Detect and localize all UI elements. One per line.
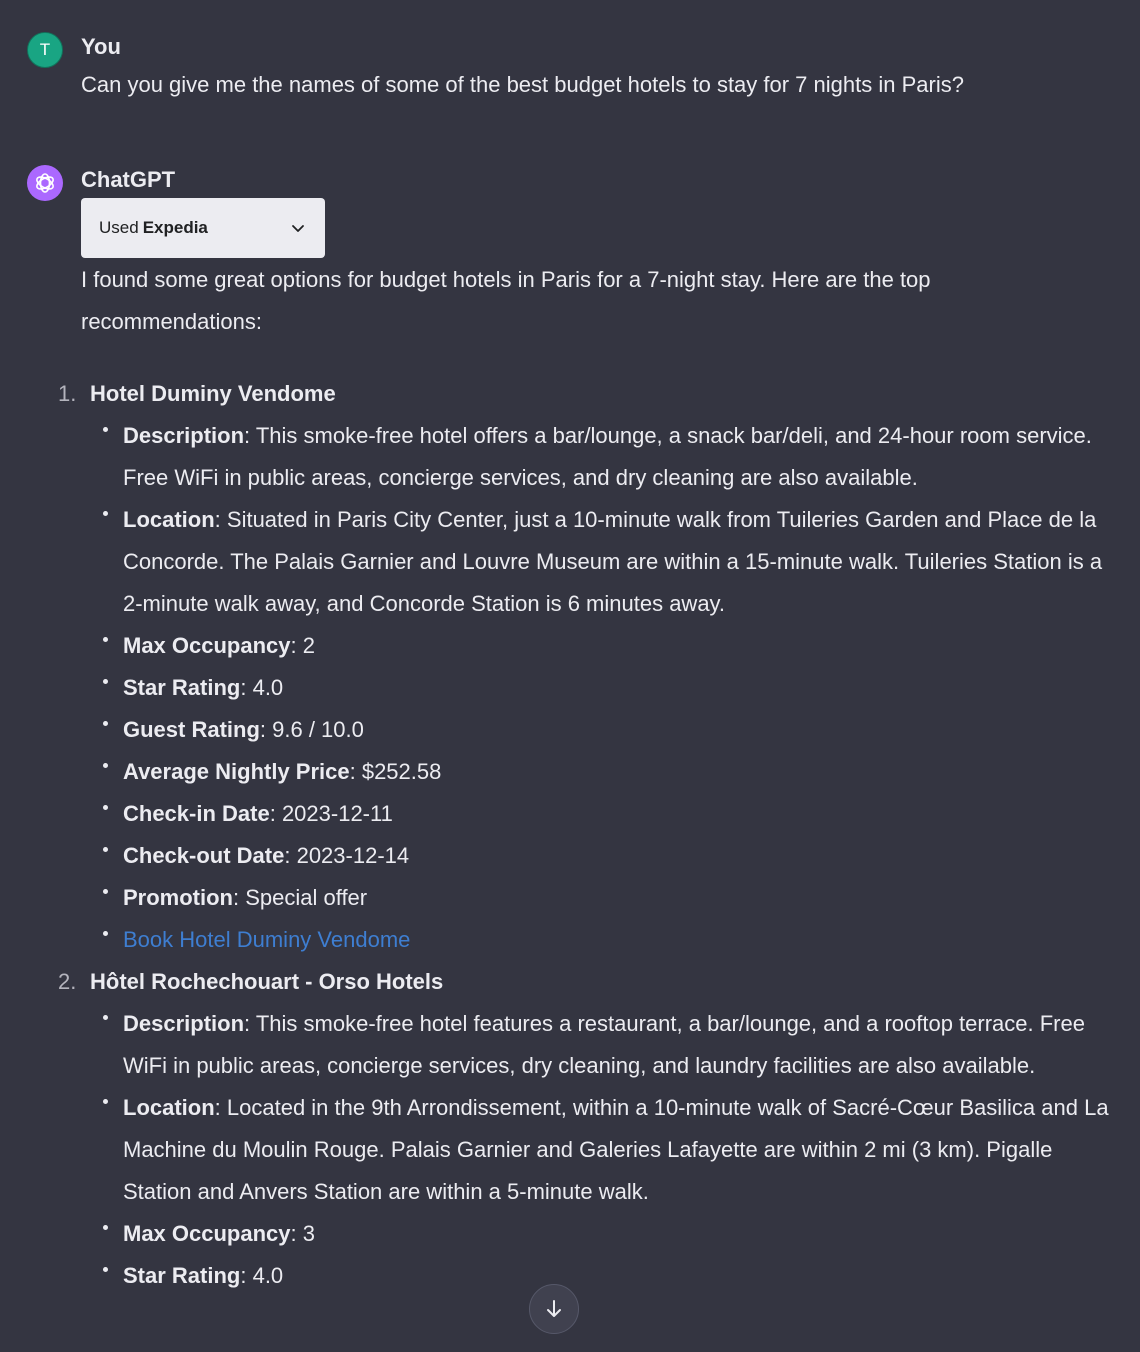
plugin-used-toggle[interactable] bbox=[81, 198, 325, 258]
hotel-description bbox=[0, 1003, 1140, 1087]
field-value: : Situated in Paris City Center, just a 10-minute walk from Tuileries Garden and Place de la Concorde. The Palais Garnier and Louvre Museum are within a 15-minute walk. Tuileries Station is a 2-minute walk away, and Concorde Station is 6 minutes away. bbox=[123, 507, 1103, 616]
field-value: : 9.6 / 10.0 bbox=[259, 717, 364, 742]
hotel-checkin-date bbox=[0, 793, 1140, 835]
hotel-list bbox=[0, 373, 1140, 1297]
field-label: Star Rating bbox=[123, 1263, 241, 1288]
field-label: Guest Rating bbox=[123, 717, 260, 742]
field-label: Check-out Date bbox=[123, 843, 285, 868]
user-message-text: Can you give me the names of some of the best budget hotels to stay for 7 nights in Paris? bbox=[81, 72, 964, 97]
hotel-location bbox=[0, 1087, 1140, 1213]
field-value: : This smoke-free hotel features a restaurant, a bar/lounge, and a rooftop terrace. Free WiFi in public areas, concierge services, dry cleaning, and laundry facilities are also available. bbox=[123, 1011, 1085, 1078]
user-avatar-initial: T bbox=[39, 40, 51, 59]
field-value: : 2023-12-14 bbox=[284, 843, 410, 868]
field-value: : This smoke-free hotel offers a bar/lounge, a snack bar/deli, and 24-hour room service. Free WiFi in public areas, concierge services, and dry cleaning are also available. bbox=[123, 423, 1092, 490]
hotel-nightly-price bbox=[0, 751, 1140, 793]
hotel-star-rating bbox=[0, 667, 1140, 709]
hotel-max-occupancy bbox=[0, 625, 1140, 667]
arrow-down-icon bbox=[543, 1298, 565, 1320]
field-value: : Special offer bbox=[233, 885, 368, 910]
field-value: : Located in the 9th Arrondissement, within a 10-minute walk of Sacré-Cœur Basilica and La Machine du Moulin Rouge. Palais Garnier and Galeries Lafayette are within 2 mi (3 km). Pigalle Station and Anvers Station are within a 5-minute walk. bbox=[123, 1095, 1109, 1204]
field-label: Max Occupancy bbox=[123, 1221, 291, 1246]
hotel-description bbox=[0, 415, 1140, 499]
assistant-author-name: ChatGPT bbox=[81, 167, 176, 192]
openai-logo-icon bbox=[27, 165, 63, 201]
chevron-down-icon bbox=[289, 219, 307, 237]
field-value: : 3 bbox=[290, 1221, 315, 1246]
hotel-checkout-date bbox=[0, 835, 1140, 877]
field-label: Location bbox=[123, 1095, 215, 1120]
hotel-heading bbox=[0, 373, 1140, 415]
hotel-max-occupancy bbox=[0, 1213, 1140, 1255]
scroll-to-bottom-button[interactable] bbox=[529, 1284, 579, 1334]
hotel-name: Hotel Duminy Vendome bbox=[90, 381, 336, 406]
field-label: Description bbox=[123, 1011, 245, 1036]
field-value: : 4.0 bbox=[240, 1263, 284, 1288]
hotel-guest-rating bbox=[0, 709, 1140, 751]
field-label: Star Rating bbox=[123, 675, 241, 700]
assistant-intro-text: I found some great options for budget hotels in Paris for a 7-night stay. Here are the top recommendations: bbox=[81, 267, 931, 334]
plugin-name: Expedia bbox=[142, 218, 208, 237]
field-label: Location bbox=[123, 507, 215, 532]
list-number: 1. bbox=[58, 381, 77, 406]
hotel-location bbox=[0, 499, 1140, 625]
field-value: : 2023-12-11 bbox=[269, 801, 393, 826]
plugin-used-prefix: Used bbox=[99, 218, 139, 237]
book-hotel-link[interactable]: Book Hotel Duminy Vendome bbox=[123, 927, 411, 952]
hotel-booking bbox=[0, 919, 1140, 961]
list-number: 2. bbox=[58, 969, 77, 994]
openai-logo-svg bbox=[32, 170, 58, 196]
field-value: : 4.0 bbox=[240, 675, 284, 700]
hotel-promotion bbox=[0, 877, 1140, 919]
field-label: Promotion bbox=[123, 885, 233, 910]
hotel-heading bbox=[0, 961, 1140, 1003]
user-author-name: You bbox=[81, 34, 121, 59]
field-label: Check-in Date bbox=[123, 801, 270, 826]
hotel-item bbox=[0, 373, 1140, 961]
hotel-item bbox=[0, 961, 1140, 1297]
field-label: Average Nightly Price bbox=[123, 759, 350, 784]
field-value: : $252.58 bbox=[349, 759, 442, 784]
user-avatar bbox=[27, 32, 63, 68]
field-label: Description bbox=[123, 423, 245, 448]
field-label: Max Occupancy bbox=[123, 633, 291, 658]
field-value: : 2 bbox=[290, 633, 315, 658]
hotel-name: Hôtel Rochechouart - Orso Hotels bbox=[90, 969, 444, 994]
